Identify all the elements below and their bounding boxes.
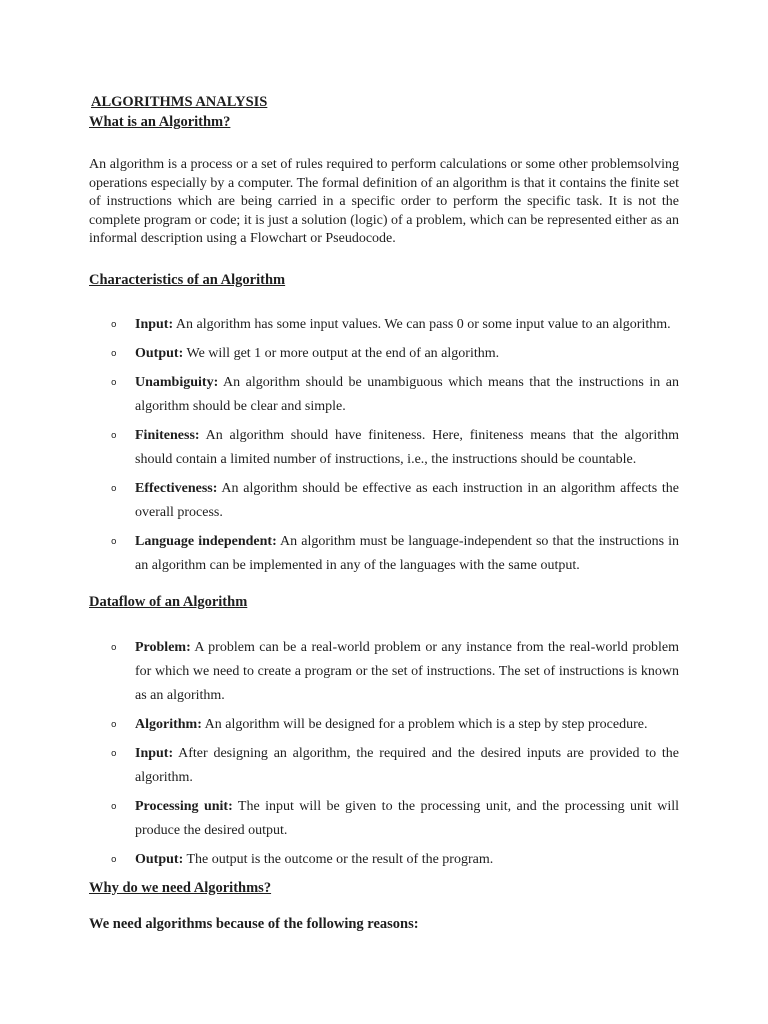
list-item-text: An algorithm should be effective as each instruction in an algorithm affects the overall process. bbox=[135, 480, 679, 520]
bullet-marker: o bbox=[111, 748, 117, 759]
list-item-text: An algorithm will be designed for a problem which is a step by step procedure. bbox=[201, 716, 648, 732]
what-is-algorithm-heading: What is an Algorithm? bbox=[89, 114, 231, 130]
bullet-marker: o bbox=[111, 319, 117, 330]
list-item-text: The output is the outcome or the result of the program. bbox=[183, 851, 494, 867]
list-item bbox=[89, 742, 679, 790]
bullet-marker: o bbox=[111, 377, 117, 388]
list-item-term: Output: bbox=[135, 851, 184, 867]
bullet-marker: o bbox=[111, 348, 117, 359]
list-item-term: Output: bbox=[135, 345, 184, 361]
list-item bbox=[89, 477, 679, 525]
bullet-marker: o bbox=[111, 483, 117, 494]
list-item-term: Effectiveness: bbox=[135, 480, 218, 496]
list-item bbox=[89, 424, 679, 472]
list-item-text: We will get 1 or more output at the end of an algorithm. bbox=[183, 345, 500, 361]
reasons-intro: We need algorithms because of the following reasons: bbox=[89, 915, 419, 932]
list-item bbox=[89, 371, 679, 419]
dataflow-list bbox=[89, 636, 679, 872]
characteristics-heading: Characteristics of an Algorithm bbox=[89, 271, 286, 288]
list-item-term: Input: bbox=[135, 745, 174, 761]
bullet-marker: o bbox=[111, 719, 117, 730]
document-title: ALGORITHMS ANALYSIS bbox=[91, 94, 268, 110]
bullet-marker: o bbox=[111, 854, 117, 865]
list-item-term: Algorithm: bbox=[135, 716, 202, 732]
list-item bbox=[89, 342, 679, 366]
list-item-term: Problem: bbox=[135, 639, 191, 655]
list-item-text: An algorithm has some input values. We can pass 0 or some input value to an algorithm. bbox=[173, 316, 671, 332]
list-item bbox=[89, 795, 679, 843]
characteristics-list bbox=[89, 313, 679, 578]
list-item bbox=[89, 713, 679, 737]
list-item-term: Language independent: bbox=[135, 533, 277, 549]
list-item-text: The input will be given to the processing unit, and the processing unit will produce the desired output. bbox=[135, 798, 679, 838]
list-item-term: Unambiguity: bbox=[135, 374, 219, 390]
list-item-text: A problem can be a real-world problem or any instance from the real-world problem for which we need to create a program or the set of instructions. The set of instructions is known as an algorithm. bbox=[135, 639, 679, 703]
list-item-term: Input: bbox=[135, 316, 174, 332]
list-item-term: Processing unit: bbox=[135, 798, 233, 814]
bullet-marker: o bbox=[111, 801, 117, 812]
list-item-term: Finiteness: bbox=[135, 427, 200, 443]
intro-paragraph: An algorithm is a process or a set of rules required to perform calculations or some other problemsolving operations especially by a computer. The formal definition of an algorithm is that it contains the finite set of instructions which are being carried in a specific order to perform the specific task. It is not the complete program or code; it is just a solution (logic) of a problem, which can be represented either as an informal description using a Flowchart or Pseudocode. bbox=[89, 157, 679, 246]
list-item-text: An algorithm should have finiteness. Here, finiteness means that the algorithm should contain a limited number of instructions, i.e., the instructions should be countable. bbox=[135, 427, 679, 467]
list-item bbox=[89, 848, 679, 872]
list-item bbox=[89, 530, 679, 578]
why-algorithms-heading: Why do we need Algorithms? bbox=[89, 879, 272, 896]
list-item bbox=[89, 636, 679, 708]
bullet-marker: o bbox=[111, 430, 117, 441]
list-item bbox=[89, 313, 679, 337]
list-item-text: After designing an algorithm, the required and the desired inputs are provided to the algorithm. bbox=[135, 745, 679, 785]
list-item-text: An algorithm should be unambiguous which means that the instructions in an algorithm should be clear and simple. bbox=[135, 374, 679, 414]
dataflow-heading: Dataflow of an Algorithm bbox=[89, 593, 248, 610]
bullet-marker: o bbox=[111, 536, 117, 547]
bullet-marker: o bbox=[111, 642, 117, 653]
list-item-text: An algorithm must be language-independent so that the instructions in an algorithm can be implemented in any of the languages with the same output. bbox=[135, 533, 679, 573]
